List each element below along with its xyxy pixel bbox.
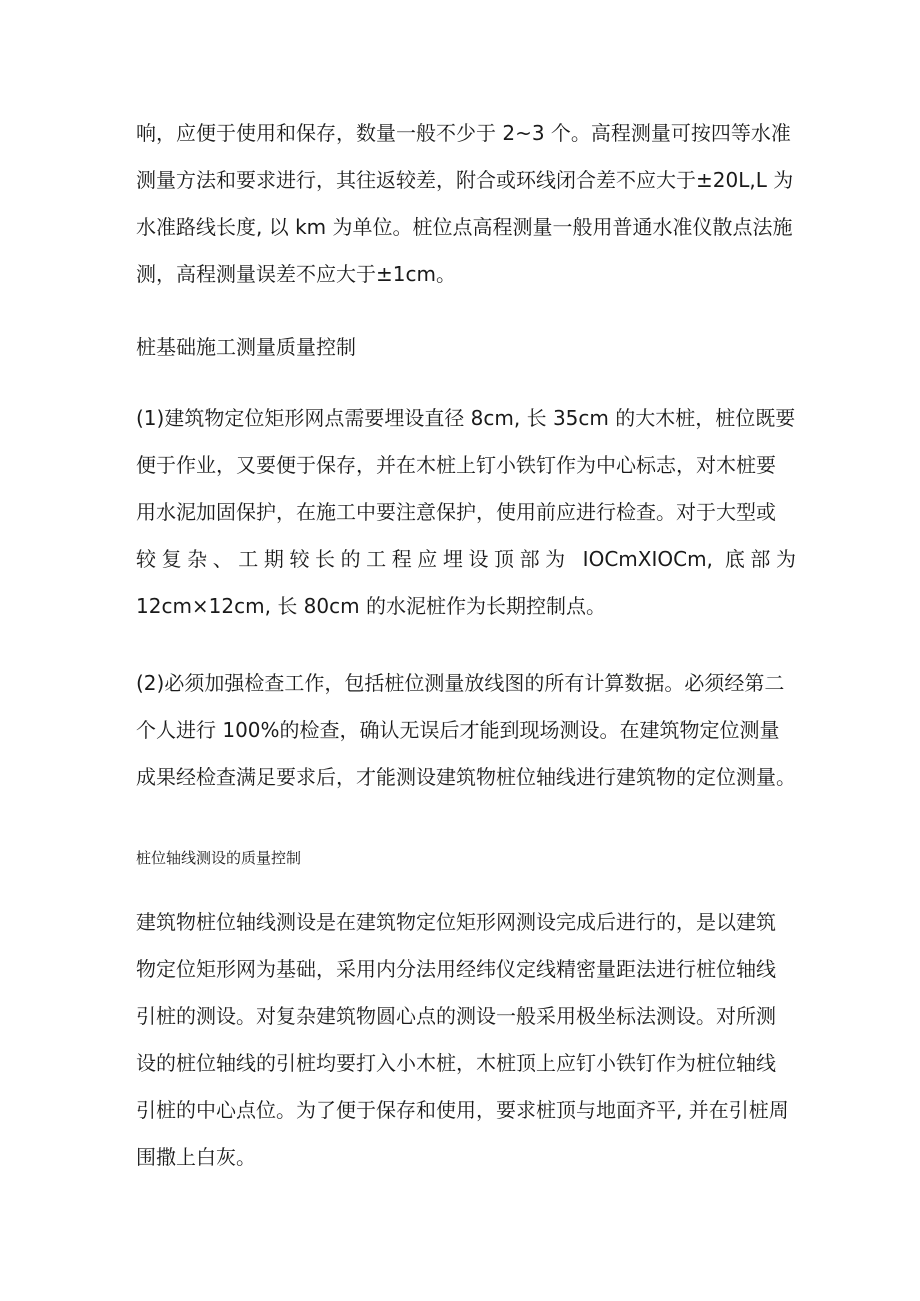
- paragraph-line: (2)必须加强检查工作，包括桩位测量放线图的所有计算数据。必须经第二: [136, 671, 785, 695]
- paragraph-line: 较复杂、工期较长的工程应埋设顶部为 IOCmXIOCm, 底部为: [136, 547, 796, 571]
- paragraph-line: 便于作业，又要便于保存，并在木桩上钉小铁钉作为中心标志，对木桩要: [136, 453, 776, 477]
- paragraph-line: 个人进行 100%的检查，确认无误后才能到现场测设。在建筑物定位测量: [136, 718, 780, 742]
- paragraph-3: [136, 660, 796, 801]
- paragraph-line: 用水泥加固保护，在施工中要注意保护，使用前应进行检查。对于大型或: [136, 500, 776, 524]
- paragraph-line: 建筑物桩位轴线测设是在建筑物定位矩形网测设完成后进行的，是以建筑: [136, 910, 776, 934]
- paragraph-line: 测，高程测量误差不应大于±1cm。: [136, 262, 456, 286]
- paragraph-4: [136, 899, 796, 1181]
- paragraph-line: 成果经检查满足要求后，才能测设建筑物桩位轴线进行建筑物的定位测量。: [136, 765, 796, 789]
- paragraph-line: 围撒上白灰。: [136, 1145, 256, 1169]
- paragraph-line: 水准路线长度, 以 km 为单位。桩位点高程测量一般用普通水准仪散点法施: [136, 215, 793, 239]
- paragraph-line: 设的桩位轴线的引桩均要打入小木桩，木桩顶上应钉小铁钉作为桩位轴线: [136, 1051, 776, 1075]
- section-heading-1: 桩基础施工测量质量控制: [136, 335, 356, 359]
- section-heading-2: 桩位轴线测设的质量控制: [136, 849, 302, 867]
- paragraph-2: [136, 395, 796, 630]
- paragraph-line: 物定位矩形网为基础，采用内分法用经纬仪定线精密量距法进行桩位轴线: [136, 957, 776, 981]
- paragraph-line: 引桩的测设。对复杂建筑物圆心点的测设一般采用极坐标法测设。对所测: [136, 1004, 776, 1028]
- paragraph-line: (1)建筑物定位矩形网点需要埋设直径 8cm, 长 35cm 的大木桩，桩位既要: [136, 406, 796, 430]
- paragraph-line: 测量方法和要求进行，其往返较差，附合或环线闭合差不应大于±20L,L 为: [136, 168, 794, 192]
- paragraph-line: 响，应便于使用和保存，数量一般不少于 2~3 个。高程测量可按四等水准: [136, 121, 791, 145]
- paragraph-line: 引桩的中心点位。为了便于保存和使用，要求桩顶与地面齐平, 并在引桩周: [136, 1098, 789, 1122]
- paragraph-1: [136, 110, 796, 298]
- paragraph-line: 12cm×12cm, 长 80cm 的水泥桩作为长期控制点。: [136, 594, 606, 618]
